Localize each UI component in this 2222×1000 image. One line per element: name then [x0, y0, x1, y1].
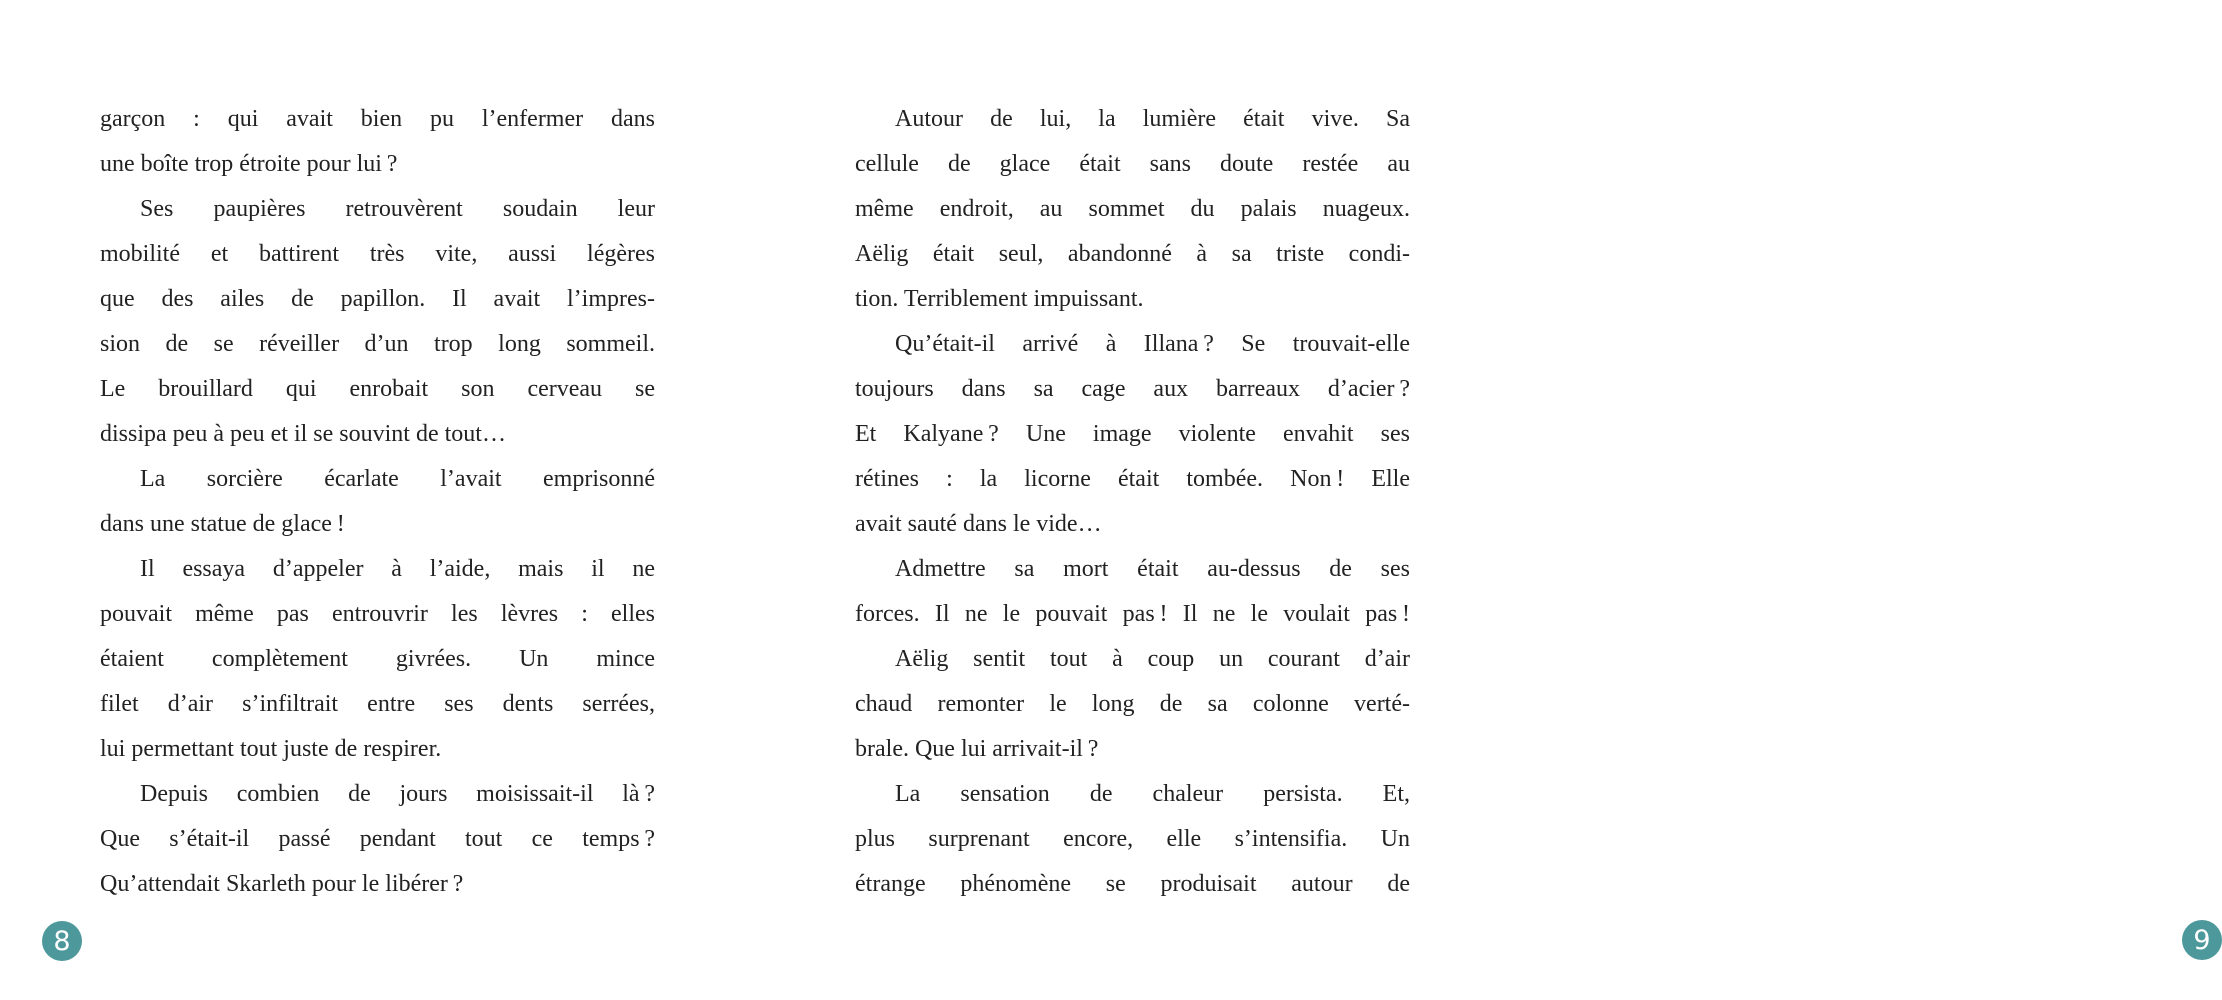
text-line: même endroit, au sommet du palais nuageux.	[855, 196, 1410, 222]
text-line: étaient complètement givrées. Un mince	[100, 646, 655, 672]
left-page	[0, 0, 754, 1000]
text-line: avait sauté dans le vide…	[855, 511, 1102, 537]
text-line: Ses paupières retrouvèrent soudain leur	[140, 196, 655, 222]
text-line: tion. Terriblement impuissant.	[855, 286, 1144, 312]
text-line: La sensation de chaleur persista. Et,	[895, 781, 1410, 807]
text-line: pouvait même pas entrouvrir les lèvres : elles	[100, 601, 655, 627]
text-line: plus surprenant encore, elle s’intensifia. Un	[855, 826, 1410, 852]
text-line: sion de se réveiller d’un trop long sommeil.	[100, 331, 655, 357]
text-line: toujours dans sa cage aux barreaux d’acier ?	[855, 376, 1410, 402]
text-line: chaud remonter le long de sa colonne verté-	[855, 691, 1410, 717]
text-line: Aëlig sentit tout à coup un courant d’air	[895, 646, 1410, 672]
text-line: Le brouillard qui enrobait son cerveau se	[100, 376, 655, 402]
text-line: rétines : la licorne était tombée. Non ! Elle	[855, 466, 1410, 492]
right-page	[755, 0, 2211, 1000]
left-page-text	[100, 97, 655, 907]
text-line: dissipa peu à peu et il se souvint de tout…	[100, 421, 506, 447]
text-line: que des ailes de papillon. Il avait l’impres-	[100, 286, 655, 312]
text-line: cellule de glace était sans doute restée au	[855, 151, 1410, 177]
text-line: garçon : qui avait bien pu l’enfermer dans	[100, 106, 655, 132]
text-line: Admettre sa mort était au-dessus de ses	[895, 556, 1410, 582]
text-line: filet d’air s’infiltrait entre ses dents serrées,	[100, 691, 655, 717]
text-line: Il essaya d’appeler à l’aide, mais il ne	[140, 556, 655, 582]
text-line: Qu’attendait Skarleth pour le libérer ?	[100, 871, 464, 897]
left-page-number: 8	[53, 925, 71, 957]
text-line: Autour de lui, la lumière était vive. Sa	[895, 106, 1410, 132]
text-line: Qu’était-il arrivé à Illana ? Se trouvait-elle	[895, 331, 1410, 357]
left-page-number-badge	[42, 921, 82, 961]
text-line: étrange phénomène se produisait autour de	[855, 871, 1410, 897]
text-line: mobilité et battirent très vite, aussi légères	[100, 241, 655, 267]
text-line: Depuis combien de jours moisissait-il là ?	[140, 781, 655, 807]
text-line: Que s’était-il passé pendant tout ce temps ?	[100, 826, 655, 852]
text-line: Et Kalyane ? Une image violente envahit ses	[855, 421, 1410, 447]
text-line: Aëlig était seul, abandonné à sa triste condi-	[855, 241, 1410, 267]
text-line: forces. Il ne le pouvait pas ! Il ne le voulait pas !	[855, 601, 1410, 627]
text-line: brale. Que lui arrivait-il ?	[855, 736, 1099, 762]
text-line: dans une statue de glace !	[100, 511, 345, 537]
right-page-number-badge	[2182, 920, 2222, 960]
right-page-number: 9	[2193, 924, 2211, 956]
text-line: une boîte trop étroite pour lui ?	[100, 151, 398, 177]
right-page-text	[855, 97, 1410, 907]
text-line: lui permettant tout juste de respirer.	[100, 736, 442, 762]
text-line: La sorcière écarlate l’avait emprisonné	[140, 466, 655, 492]
